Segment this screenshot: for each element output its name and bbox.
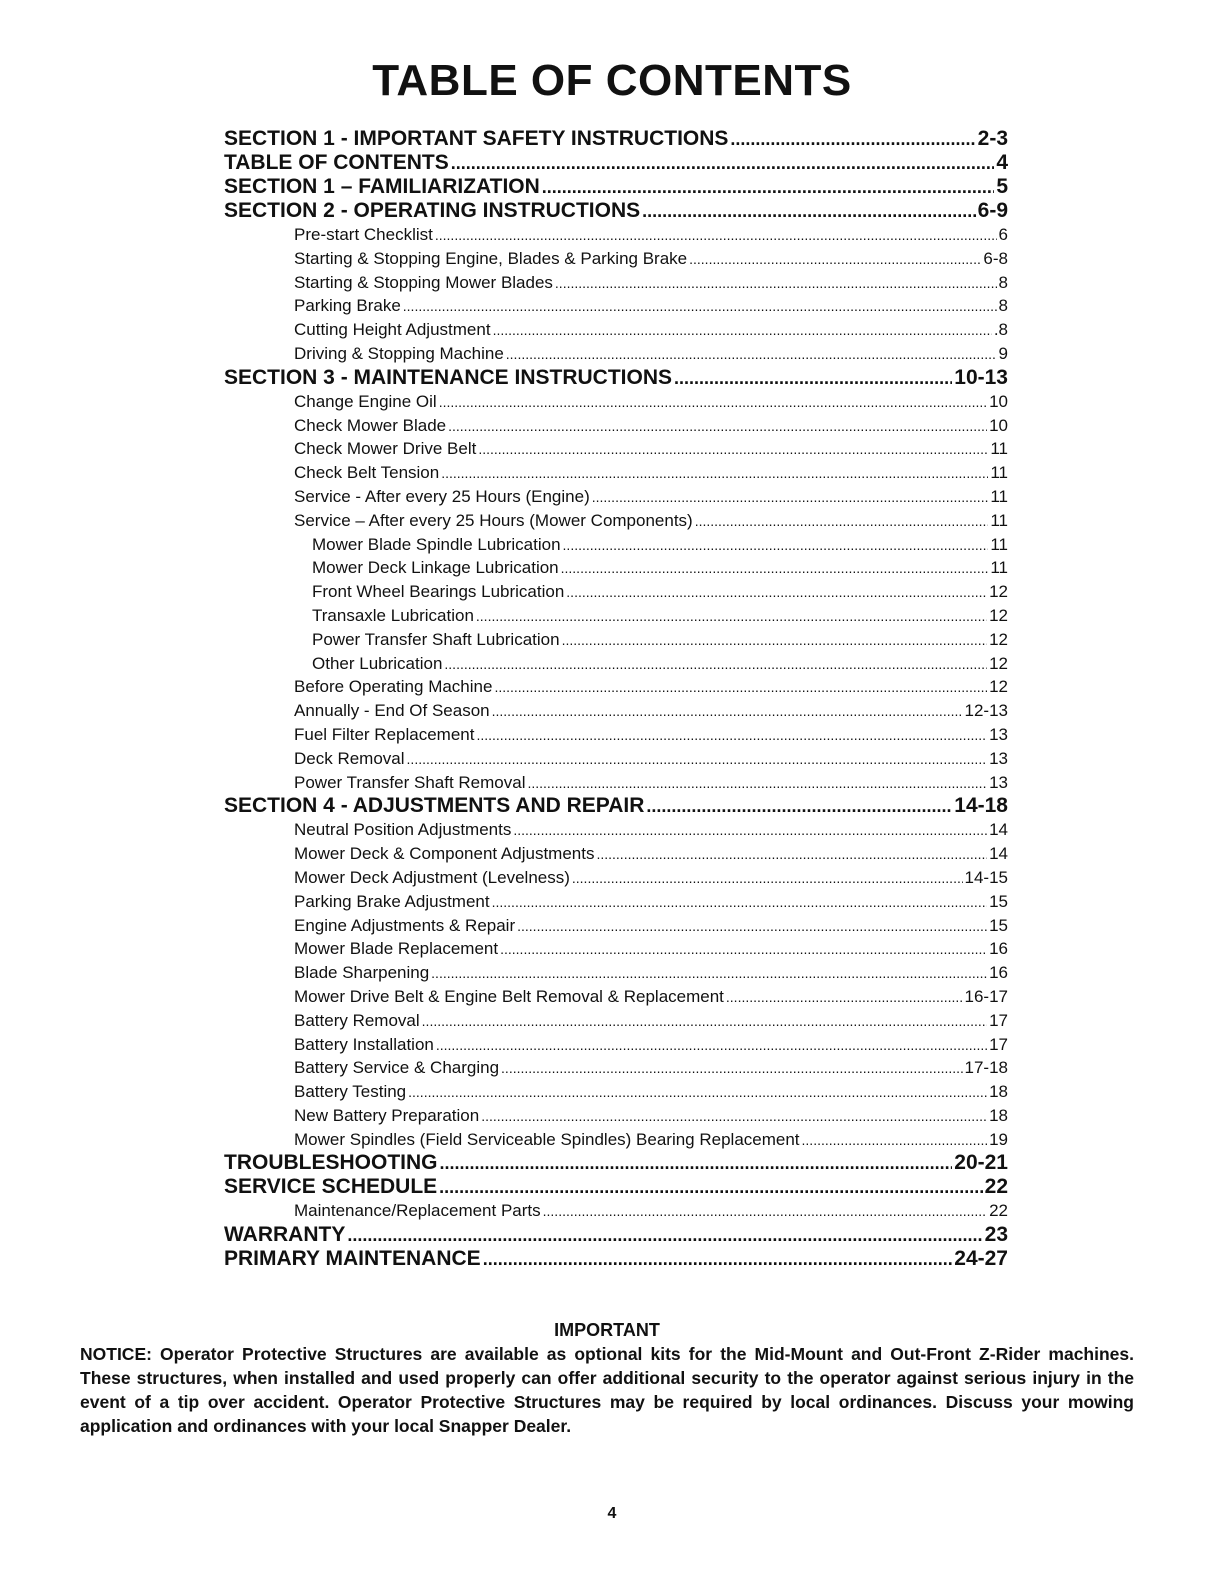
toc-entry-page: 12 <box>989 677 1008 697</box>
toc-entry <box>294 866 1008 890</box>
toc-entry-page: 8 <box>998 296 1008 316</box>
toc-entry-title: Other Lubrication <box>312 653 443 673</box>
toc-entry-title: SERVICE SCHEDULE <box>224 1175 438 1199</box>
toc-dot-leader <box>347 1223 982 1247</box>
toc-dot-leader <box>440 1151 953 1175</box>
toc-entry <box>294 318 1008 342</box>
toc-dot-leader <box>501 1057 962 1080</box>
toc-entry-title: Battery Service & Charging <box>294 1058 500 1078</box>
toc-entry-title: Annually - End Of Season <box>294 701 490 721</box>
toc-entry-page: 14-15 <box>964 867 1008 887</box>
toc-entry-page: 13 <box>989 724 1008 744</box>
toc-entry <box>294 485 1008 509</box>
toc-entry-title: Check Mower Drive Belt <box>294 439 477 459</box>
toc-entry <box>294 1033 1008 1057</box>
toc-entry-title: Mower Deck Adjustment (Levelness) <box>294 867 570 887</box>
toc-entry <box>294 961 1008 985</box>
toc-entry-title: Battery Testing <box>294 1082 407 1102</box>
toc-entry <box>312 556 1008 580</box>
toc-entry <box>294 818 1008 842</box>
toc-dot-leader <box>513 819 987 842</box>
toc-entry <box>294 461 1008 485</box>
toc-entry-page: 23 <box>984 1223 1008 1247</box>
toc-entry <box>312 580 1008 604</box>
toc-dot-leader <box>407 748 988 771</box>
toc-entry <box>294 937 1008 961</box>
toc-entry-title: Mower Deck & Component Adjustments <box>294 844 595 864</box>
toc-dot-leader <box>448 415 987 438</box>
toc-entry-page: 14 <box>989 820 1008 840</box>
toc-entry-page: 12 <box>989 605 1008 625</box>
toc-entry-title: Starting & Stopping Engine, Blades & Parking Brake <box>294 248 688 268</box>
toc-entry-title: Power Transfer Shaft Removal <box>294 772 526 792</box>
toc-dot-leader <box>674 366 952 390</box>
toc-dot-leader <box>492 700 963 723</box>
toc-entry-title: Deck Removal <box>294 748 405 768</box>
toc-dot-leader <box>451 151 995 175</box>
toc-entry-title: SECTION 3 - MAINTENANCE INSTRUCTIONS <box>224 365 673 389</box>
toc-dot-leader <box>527 772 987 795</box>
important-notice <box>80 1318 1134 1438</box>
toc-entry <box>294 414 1008 438</box>
toc-entry-page: 15 <box>989 915 1008 935</box>
toc-dot-leader <box>646 794 952 818</box>
toc-entry-page: 22 <box>984 1175 1008 1199</box>
toc-dot-leader <box>439 391 987 414</box>
toc-entry-page: 16 <box>989 963 1008 983</box>
toc-entry-title: Parking Brake <box>294 296 401 316</box>
toc-entry-page: 17-18 <box>964 1058 1008 1078</box>
toc-entry-page: 16-17 <box>964 986 1008 1006</box>
toc-entry <box>294 223 1008 247</box>
toc-entry-page: 14-18 <box>954 794 1008 818</box>
toc-entry-title: Parking Brake Adjustment <box>294 891 490 911</box>
toc-entry-page: 17 <box>989 1010 1008 1030</box>
toc-entry-page: 11 <box>990 534 1008 554</box>
toc-dot-leader <box>493 319 992 342</box>
toc-entry-title: WARRANTY <box>224 1223 346 1247</box>
toc-dot-leader <box>476 605 987 628</box>
toc-entry <box>294 842 1008 866</box>
toc-dot-leader <box>730 127 975 151</box>
toc-entry <box>294 1199 1008 1223</box>
toc-entry-page: 15 <box>989 891 1008 911</box>
toc-entry-title: SECTION 4 - ADJUSTMENTS AND REPAIR <box>224 794 645 818</box>
toc-entry-title: New Battery Preparation <box>294 1105 480 1125</box>
toc-entry <box>224 127 1008 151</box>
toc-entry-page: .8 <box>993 320 1008 340</box>
toc-entry-title: Mower Blade Replacement <box>294 939 499 959</box>
toc-entry <box>224 1151 1008 1175</box>
toc-dot-leader <box>517 915 987 938</box>
toc-entry-page: 13 <box>989 772 1008 792</box>
toc-dot-leader <box>403 295 997 318</box>
toc-entry-page: 19 <box>989 1129 1008 1149</box>
toc-entry <box>294 1009 1008 1033</box>
toc-entry-title: Mower Spindles (Field Serviceable Spindles) Bearing Replacement <box>294 1129 800 1149</box>
toc-dot-leader <box>444 653 987 676</box>
toc-entry-title: Engine Adjustments & Repair <box>294 915 516 935</box>
toc-entry <box>294 509 1008 533</box>
toc-dot-leader <box>689 248 981 271</box>
toc-entry <box>294 294 1008 318</box>
toc-entry-page: 16 <box>989 939 1008 959</box>
toc-dot-leader <box>422 1010 987 1033</box>
toc-entry <box>294 914 1008 938</box>
toc-entry-page: 4 <box>996 151 1008 174</box>
toc-entry <box>224 1247 1008 1271</box>
toc-entry-title: Check Mower Blade <box>294 415 447 435</box>
toc-entry-title: Starting & Stopping Mower Blades <box>294 272 553 292</box>
toc-dot-leader <box>726 986 963 1009</box>
toc-entry-page: 12 <box>989 582 1008 602</box>
toc-entry-title: Transaxle Lubrication <box>312 605 474 625</box>
toc-entry-title: Service – After every 25 Hours (Mower Components) <box>294 510 693 530</box>
table-of-contents <box>224 127 1008 1271</box>
toc-entry-page: 12 <box>989 653 1008 673</box>
toc-entry <box>224 175 1008 199</box>
toc-entry-page: 2-3 <box>977 127 1008 150</box>
toc-dot-leader <box>566 581 987 604</box>
toc-entry <box>312 628 1008 652</box>
toc-entry-title: PRIMARY MAINTENANCE <box>224 1247 481 1271</box>
toc-entry-title: Maintenance/Replacement Parts <box>294 1201 541 1221</box>
toc-entry <box>294 1104 1008 1128</box>
toc-entry-title: Service - After every 25 Hours (Engine) <box>294 486 590 506</box>
toc-entry-page: 17 <box>989 1034 1008 1054</box>
toc-dot-leader <box>436 1034 987 1057</box>
toc-entry-page: 6-9 <box>977 199 1008 222</box>
toc-entry <box>294 771 1008 795</box>
toc-entry <box>294 437 1008 461</box>
toc-dot-leader <box>439 1175 982 1199</box>
toc-entry-page: 8 <box>998 272 1008 292</box>
toc-dot-leader <box>478 438 988 461</box>
toc-entry-page: 24-27 <box>954 1247 1008 1271</box>
toc-entry-page: 12 <box>989 629 1008 649</box>
toc-entry-title: Mower Drive Belt & Engine Belt Removal & Replacement <box>294 986 724 1006</box>
page-title: TABLE OF CONTENTS <box>372 56 852 105</box>
toc-entry-page: 11 <box>990 439 1008 459</box>
toc-entry <box>224 151 1008 175</box>
toc-entry <box>294 985 1008 1009</box>
toc-entry <box>294 747 1008 771</box>
toc-dot-leader <box>483 1247 953 1271</box>
toc-entry-title: Neutral Position Adjustments <box>294 820 512 840</box>
toc-entry-title: Cutting Height Adjustment <box>294 320 491 340</box>
toc-entry-title: Mower Deck Linkage Lubrication <box>312 558 559 578</box>
toc-entry <box>224 1175 1008 1199</box>
toc-entry-title: Pre-start Checklist <box>294 225 433 244</box>
toc-entry-title: SECTION 1 – FAMILIARIZATION <box>224 175 540 198</box>
toc-dot-leader <box>542 175 995 199</box>
toc-dot-leader <box>555 272 997 295</box>
toc-entry <box>224 199 1008 223</box>
toc-dot-leader <box>506 343 997 366</box>
toc-entry <box>294 390 1008 414</box>
toc-entry-page: 12-13 <box>964 701 1008 721</box>
toc-entry-title: TABLE OF CONTENTS <box>224 151 449 174</box>
toc-dot-leader <box>476 724 987 747</box>
toc-entry-title: Change Engine Oil <box>294 391 437 411</box>
toc-entry <box>294 699 1008 723</box>
toc-entry-page: 20-21 <box>954 1151 1008 1175</box>
toc-entry-page: 9 <box>998 343 1008 363</box>
notice-heading: IMPORTANT <box>554 1320 660 1340</box>
toc-entry <box>312 652 1008 676</box>
toc-entry <box>294 1128 1008 1152</box>
toc-entry-page: 13 <box>989 748 1008 768</box>
toc-entry <box>312 533 1008 557</box>
toc-entry <box>294 675 1008 699</box>
toc-entry-page: 22 <box>989 1201 1008 1221</box>
toc-entry-page: 18 <box>989 1082 1008 1102</box>
toc-entry-title: TROUBLESHOOTING <box>224 1151 438 1175</box>
toc-entry-title: Driving & Stopping Machine <box>294 343 504 363</box>
toc-entry-title: SECTION 2 - OPERATING INSTRUCTIONS <box>224 199 641 222</box>
toc-entry-page: 11 <box>990 510 1008 530</box>
toc-dot-leader <box>543 1200 987 1223</box>
page-number: 4 <box>607 1505 617 1522</box>
toc-entry-title: SECTION 1 - IMPORTANT SAFETY INSTRUCTIONS <box>224 127 729 150</box>
toc-entry-title: Battery Removal <box>294 1010 420 1030</box>
toc-entry <box>294 342 1008 366</box>
toc-dot-leader <box>562 629 988 652</box>
toc-entry-title: Blade Sharpening <box>294 963 430 983</box>
toc-entry <box>294 271 1008 295</box>
toc-entry-page: 11 <box>990 463 1008 483</box>
toc-dot-leader <box>441 462 988 485</box>
toc-entry-page: 14 <box>989 844 1008 864</box>
toc-entry-title: Fuel Filter Replacement <box>294 724 475 744</box>
toc-dot-leader <box>500 938 987 961</box>
toc-entry-title: Battery Installation <box>294 1034 434 1054</box>
toc-dot-leader <box>563 534 989 557</box>
toc-entry-title: Front Wheel Bearings Lubrication <box>312 582 565 602</box>
toc-entry <box>294 890 1008 914</box>
toc-entry-title: Mower Blade Spindle Lubrication <box>312 534 561 554</box>
toc-entry-page: 6-8 <box>983 248 1008 268</box>
notice-text: NOTICE: Operator Protective Structures are available as optional kits for the Mid-Mount and Out-Front Z-Rider machines. These structures, when installed and used properly can offer additional security to the operator against serious injury in the event of a tip over accident. Operator Protective Structures may be required by local ordinances. Discuss your mowing application and ordinances with your local Snapper Dealer. <box>80 1344 1134 1436</box>
toc-entry-page: 10-13 <box>954 365 1008 389</box>
toc-entry-page: 5 <box>996 175 1008 198</box>
toc-entry <box>224 366 1008 390</box>
toc-entry <box>294 1080 1008 1104</box>
toc-dot-leader <box>481 1105 987 1128</box>
toc-entry <box>312 604 1008 628</box>
toc-dot-leader <box>435 224 997 247</box>
toc-dot-leader <box>592 486 989 509</box>
toc-entry <box>294 247 1008 271</box>
toc-entry-title: Before Operating Machine <box>294 677 493 697</box>
toc-entry-page: 18 <box>989 1105 1008 1125</box>
toc-dot-leader <box>561 557 989 580</box>
toc-entry-page: 10 <box>989 391 1008 411</box>
toc-dot-leader <box>642 199 976 223</box>
toc-entry <box>224 794 1008 818</box>
toc-dot-leader <box>596 843 987 866</box>
toc-dot-leader <box>695 510 989 533</box>
toc-dot-leader <box>492 891 987 914</box>
toc-entry <box>224 1223 1008 1247</box>
toc-entry-title: Check Belt Tension <box>294 463 440 483</box>
toc-entry-page: 11 <box>990 558 1008 578</box>
toc-dot-leader <box>494 676 987 699</box>
toc-entry-page: 10 <box>989 415 1008 435</box>
toc-dot-leader <box>431 962 987 985</box>
toc-entry-title: Power Transfer Shaft Lubrication <box>312 629 560 649</box>
toc-entry-page: 11 <box>990 486 1008 506</box>
toc-entry <box>294 723 1008 747</box>
toc-dot-leader <box>408 1081 987 1104</box>
toc-dot-leader <box>572 867 963 890</box>
toc-dot-leader <box>802 1129 988 1152</box>
toc-entry <box>294 1056 1008 1080</box>
toc-entry-page: 6 <box>998 225 1008 244</box>
